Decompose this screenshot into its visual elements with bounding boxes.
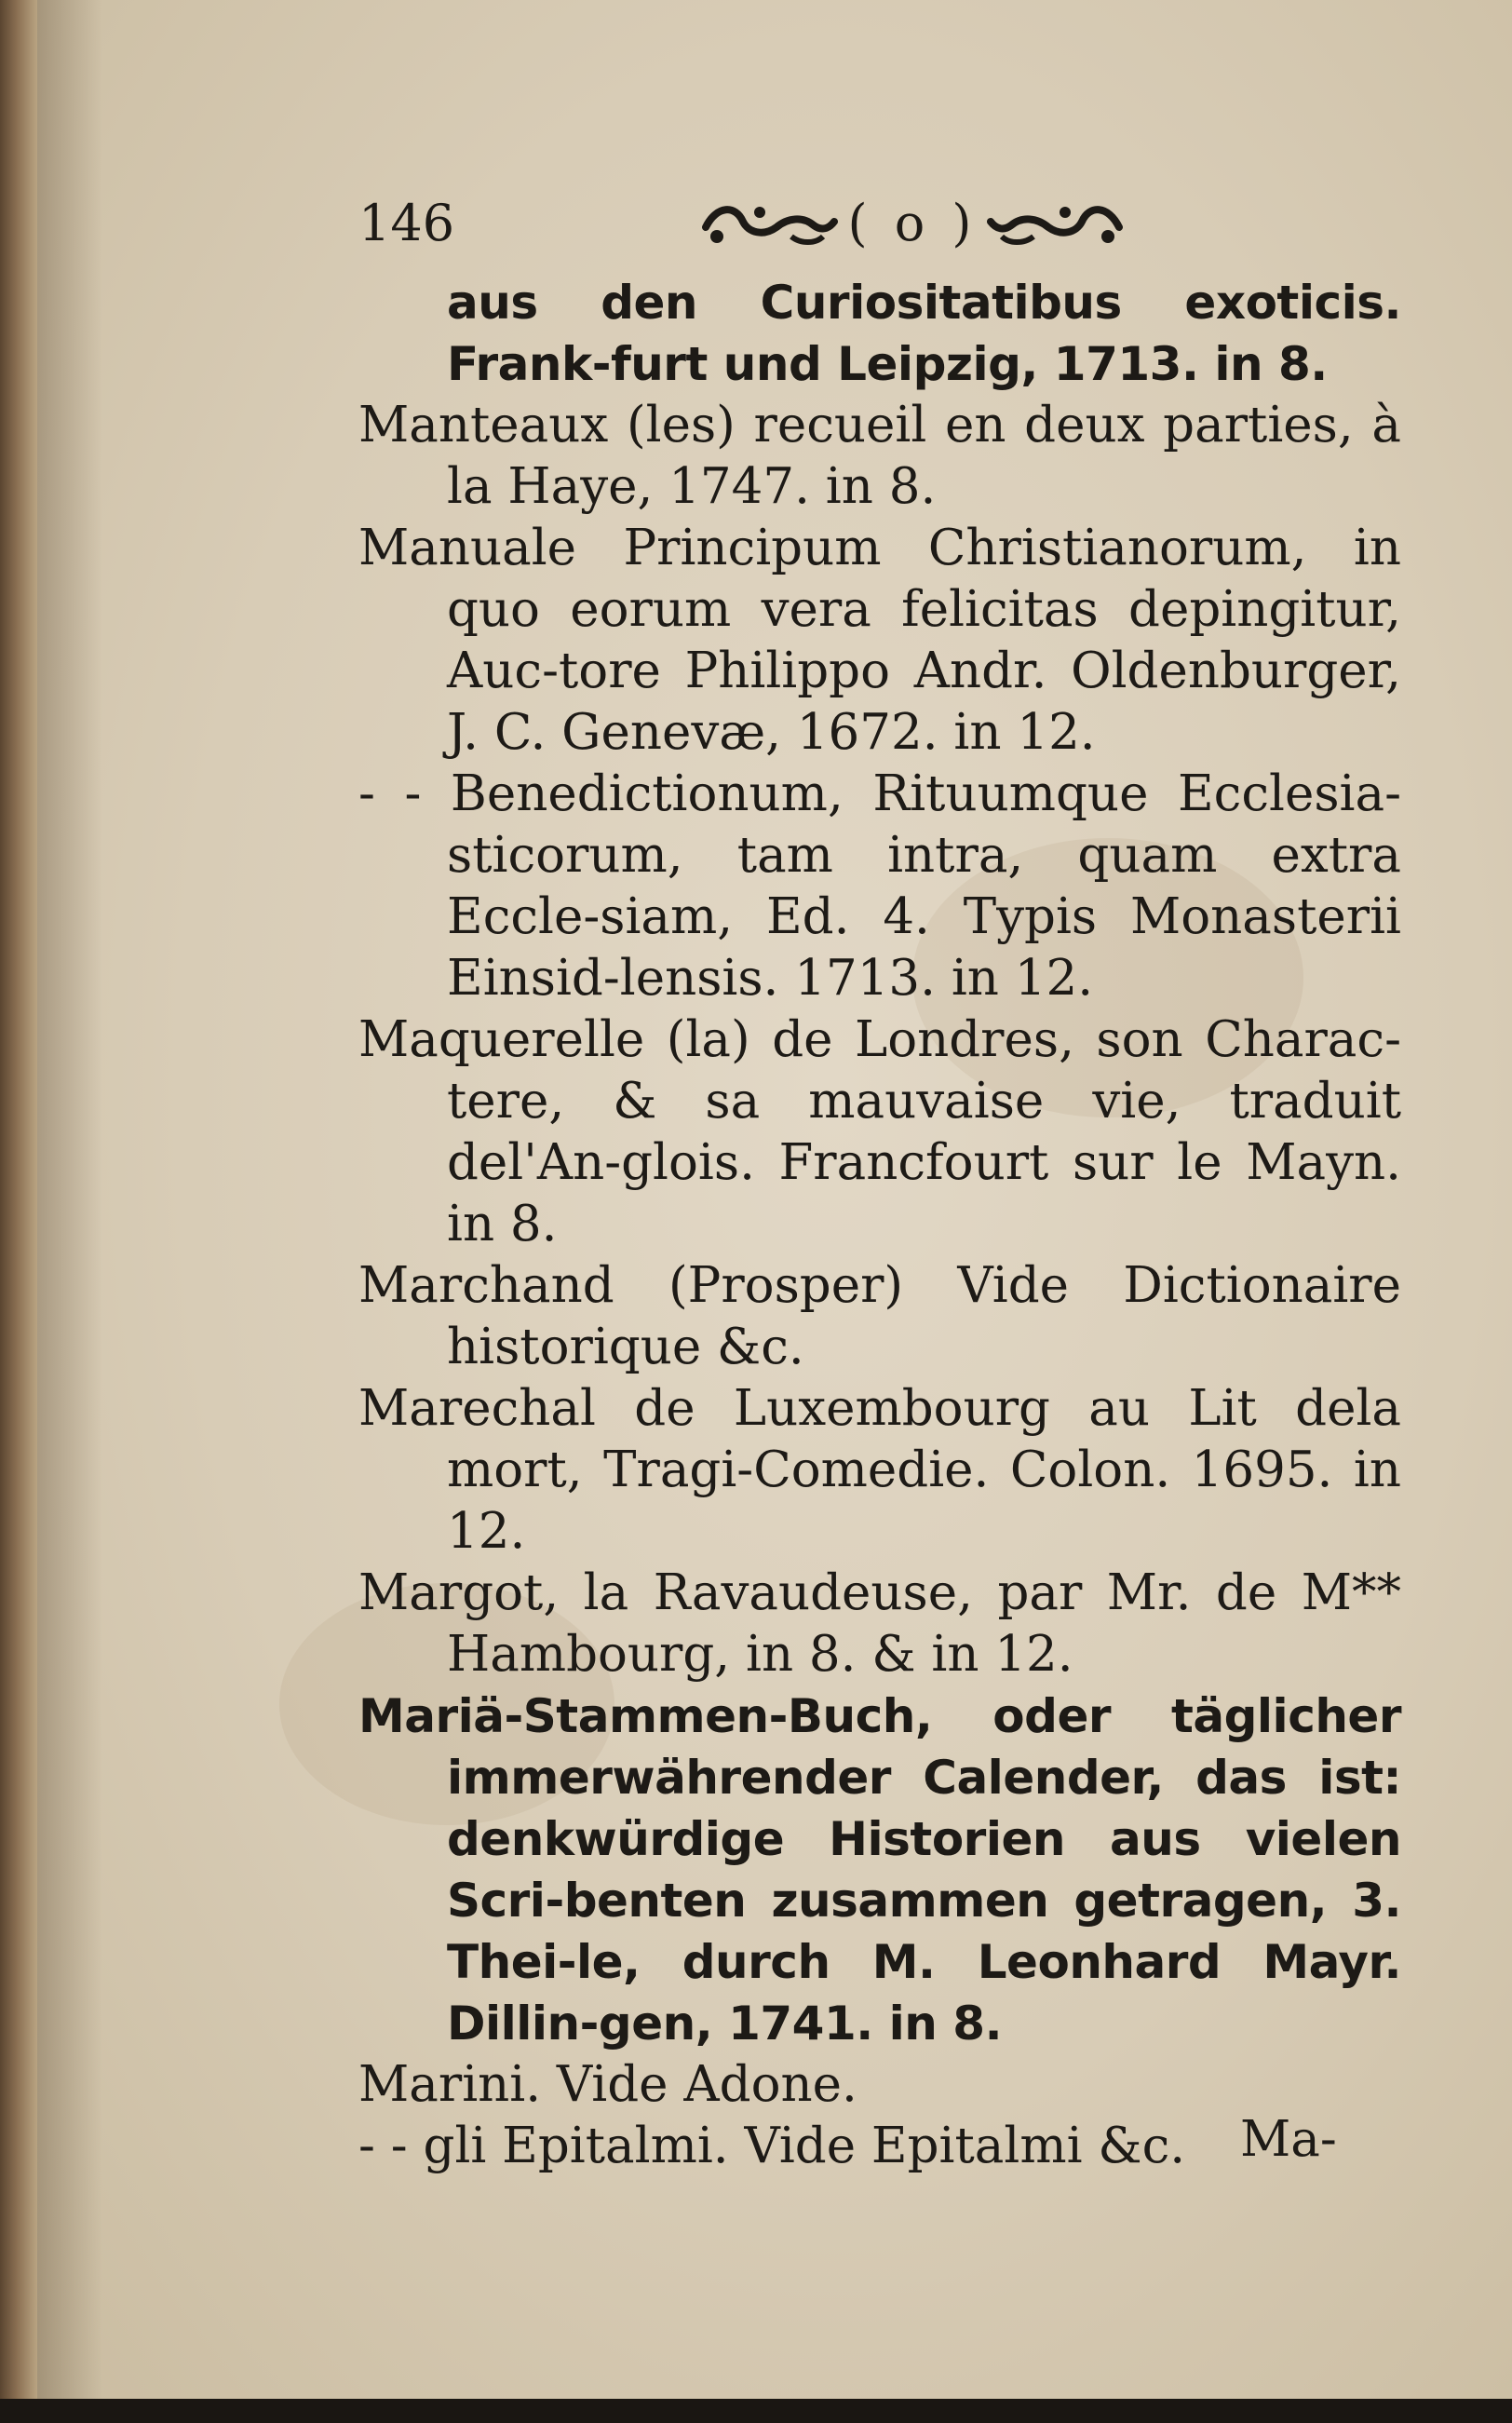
fleuron-icon bbox=[987, 199, 1127, 248]
page-number: 146 bbox=[358, 194, 455, 252]
catalog-entry: Margot, la Ravaudeuse, par Mr. de M** Hambourg, in 8. & in 12. bbox=[358, 1564, 1401, 1683]
catalog-entries bbox=[358, 272, 1401, 2177]
catchword: Ma- bbox=[1240, 2111, 1337, 2168]
catalog-entry: Manteaux (les) recueil en deux parties, à la Haye, 1747. in 8. bbox=[358, 397, 1401, 515]
catalog-entry: Marini. Vide Adone. bbox=[358, 2056, 857, 2113]
page-bottom-edge bbox=[0, 2399, 1512, 2423]
catalog-entry: - - gli Epitalmi. Vide Epitalmi &c. bbox=[358, 2118, 1186, 2174]
catalog-entry: Maquerelle (la) de Londres, son Charac-tere, & sa mauvaise vie, traduit del'An-glois. Francfourt sur le Mayn. in 8. bbox=[358, 1011, 1401, 1252]
catalog-entry: Marechal de Luxembourg au Lit dela mort, Tragi-Comedie. Colon. 1695. in 12. bbox=[358, 1380, 1401, 1560]
catalog-entry: - - Benedictionum, Rituumque Ecclesia-sticorum, tam intra, quam extra Eccle-siam, Ed. 4. Typis Monasterii Einsid-lensis. 1713. in 12. bbox=[358, 765, 1401, 1007]
catalog-entry: Manuale Principum Christianorum, in quo eorum vera felicitas depingitur, Auc-tore Philippo Andr. Oldenburger, J. C. Genevæ, 1672. in 12. bbox=[358, 520, 1401, 761]
catalog-entry: Marchand (Prosper) Vide Dictionaire historique &c. bbox=[358, 1257, 1401, 1375]
fleuron-icon bbox=[698, 199, 838, 248]
page-gutter bbox=[0, 0, 37, 2423]
page-header bbox=[358, 186, 1401, 261]
catalog-entry: aus den Curiositatibus exoticis. Frank-furt und Leipzig, 1713. in 8. bbox=[447, 276, 1401, 391]
header-mark: ( o ) bbox=[847, 194, 978, 252]
gutter-shadow bbox=[37, 0, 102, 2423]
catalog-entry: Mariä-Stammen-Buch, oder täglicher immerwährender Calender, das ist: denkwürdige Historien aus vielen Scri-benten zusammen getragen, 3. Thei-le, durch M. Leonhard Mayr. Dillin-gen, 1741. in 8. bbox=[358, 1689, 1401, 2051]
